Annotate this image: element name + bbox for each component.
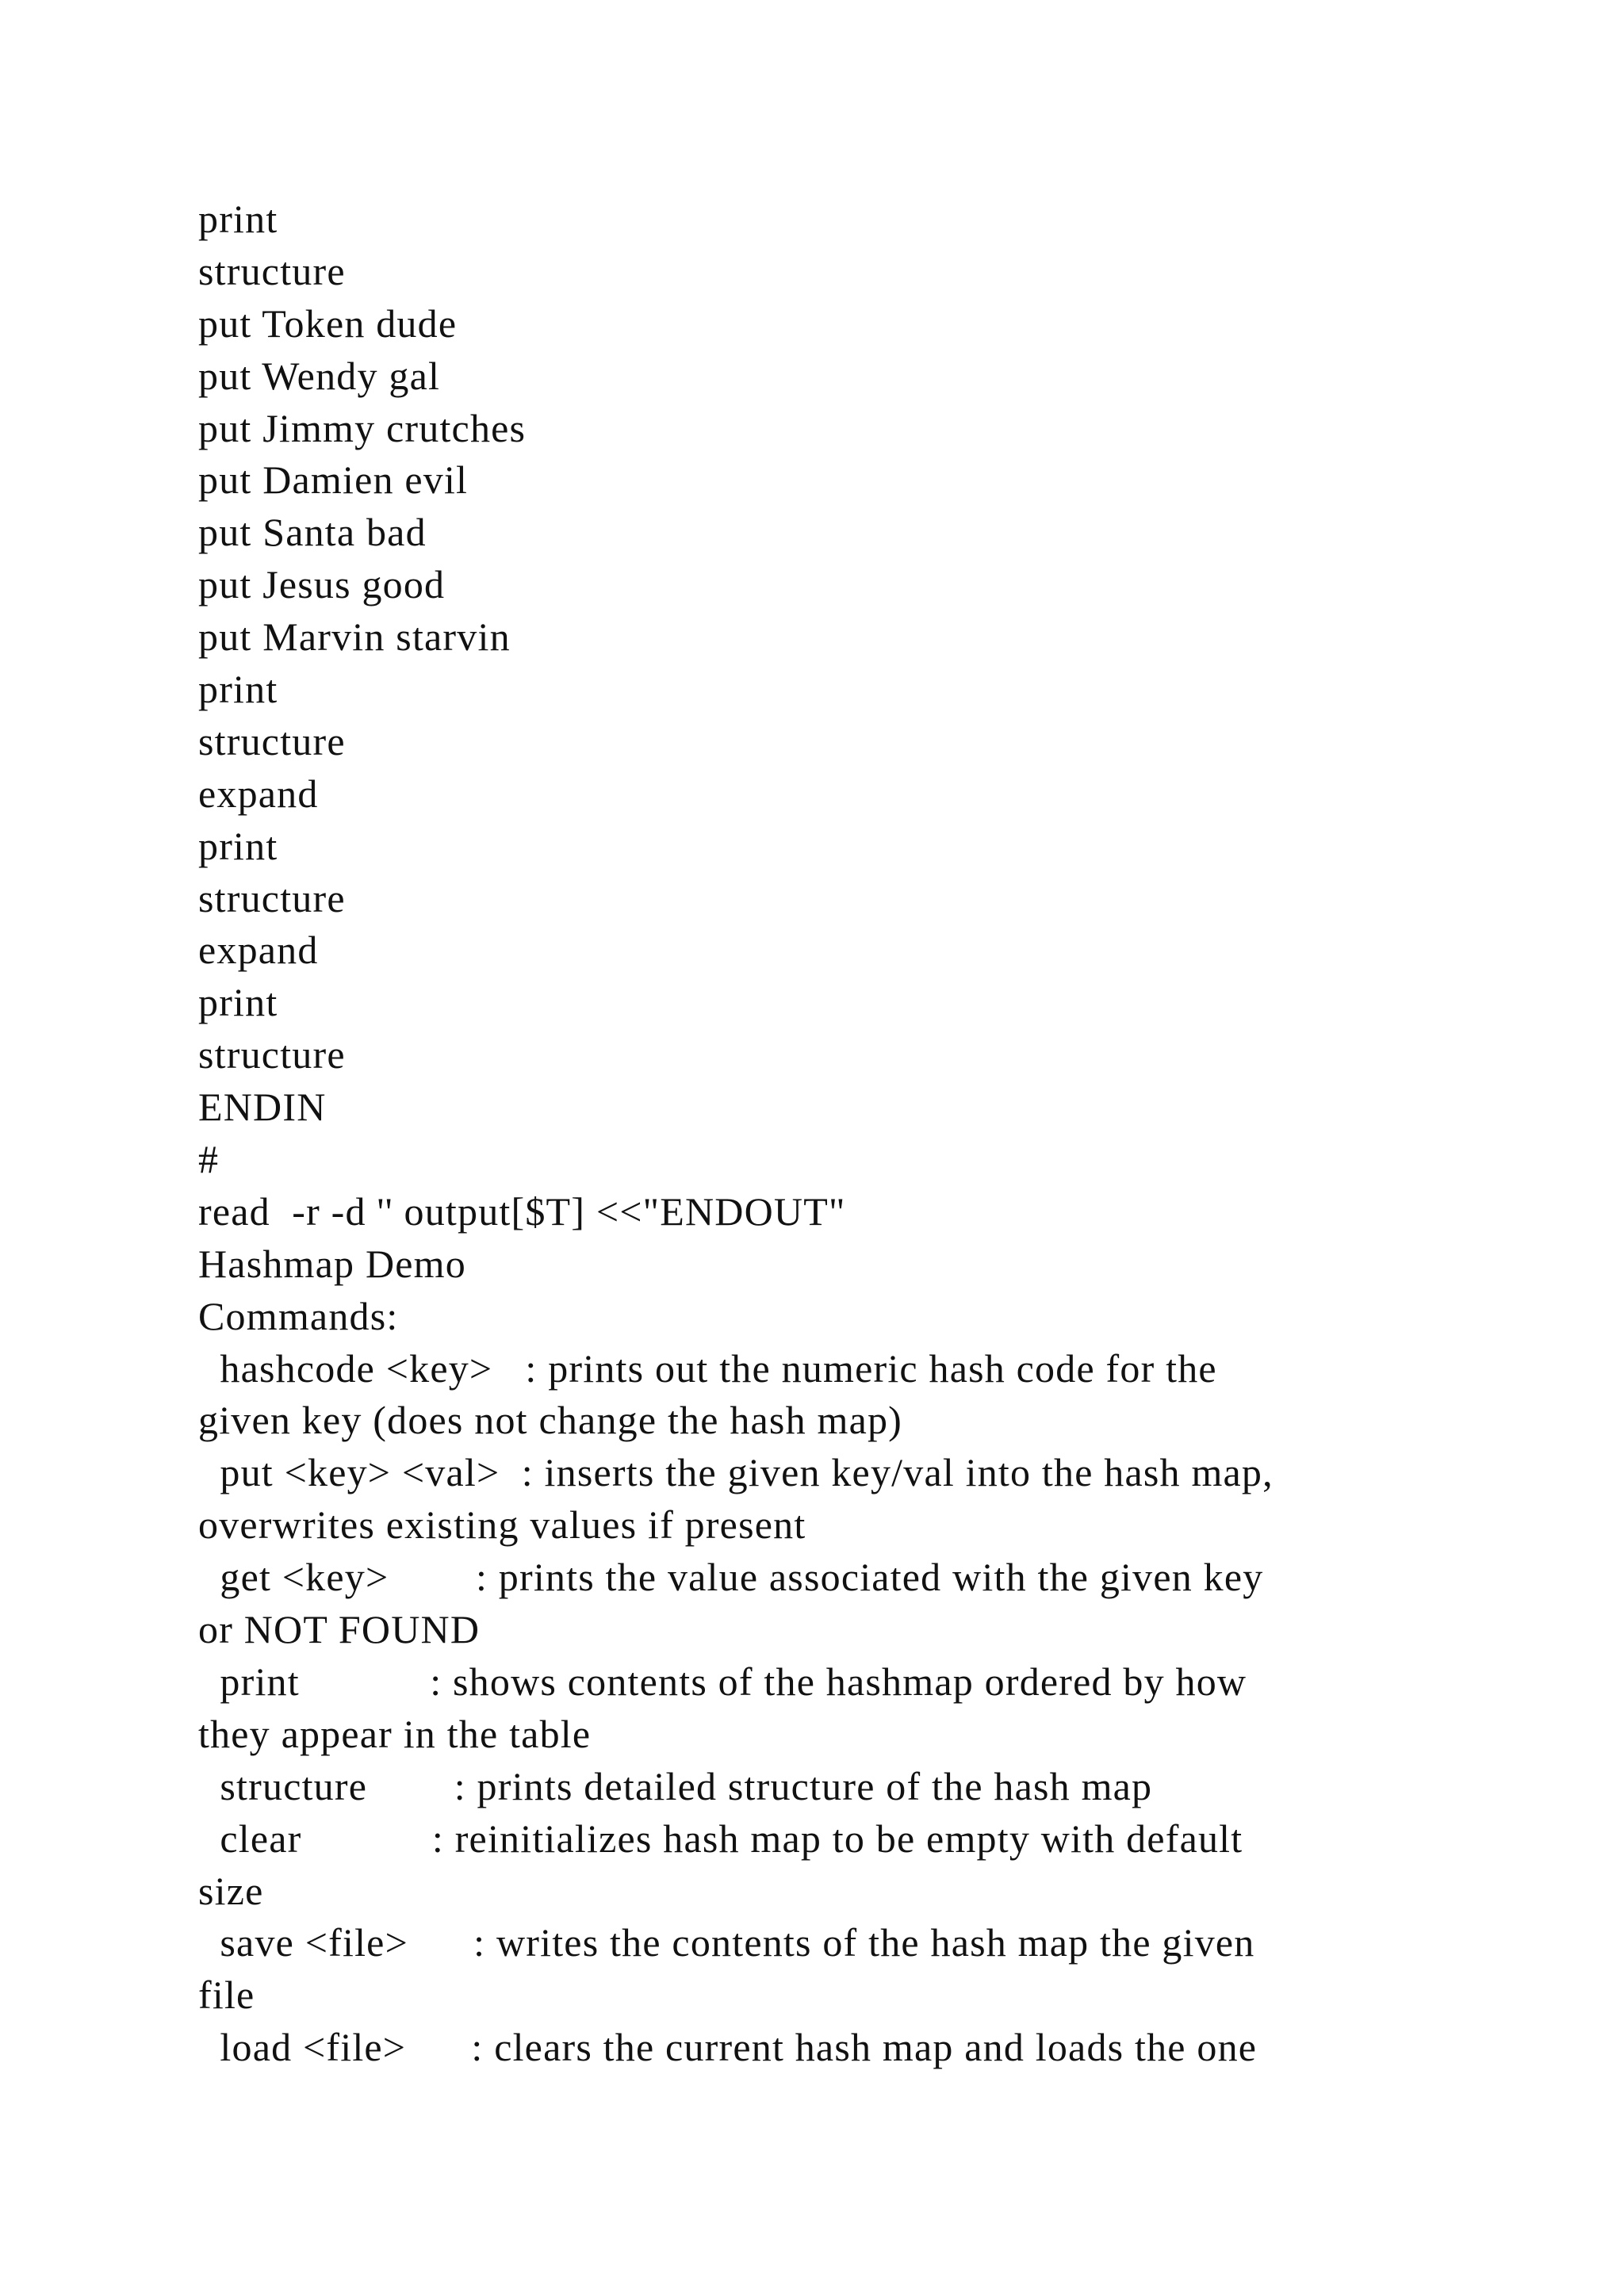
text-line: read -r -d '' output[$T] <<"ENDOUT": [198, 1188, 846, 1234]
text-line: or NOT FOUND: [198, 1607, 481, 1652]
text-line: put Wendy gal: [198, 353, 441, 398]
document-text: [198, 193, 1499, 2074]
text-line: structure: [198, 1032, 346, 1077]
text-line: file: [198, 1973, 255, 2018]
text-line: load <file> : clears the current hash map and loads the one: [198, 2025, 1258, 2070]
text-line: hashcode <key> : prints out the numeric hash code for the: [198, 1345, 1217, 1391]
text-line: save <file> : writes the contents of the hash map the given: [198, 1920, 1255, 1965]
text-line: put Damien evil: [198, 457, 469, 503]
text-line: print: [198, 823, 278, 868]
text-line: ENDIN: [198, 1085, 327, 1130]
text-line: structure: [198, 875, 346, 920]
text-line: structure: [198, 248, 346, 293]
text-line: structure : prints detailed structure of the hash map: [198, 1763, 1153, 1808]
text-line: print: [198, 667, 278, 712]
text-line: structure: [198, 718, 346, 763]
text-line: expand: [198, 928, 319, 973]
text-line: overwrites existing values if present: [198, 1502, 806, 1548]
text-line: put Santa bad: [198, 510, 427, 555]
text-line: given key (does not change the hash map): [198, 1398, 903, 1443]
text-line: put Token dude: [198, 300, 458, 346]
text-line: #: [198, 1137, 220, 1182]
text-line: expand: [198, 771, 319, 816]
text-line: put <key> <val> : inserts the given key/val into the hash map,: [198, 1450, 1274, 1495]
text-line: put Jesus good: [198, 562, 446, 607]
text-line: Commands:: [198, 1293, 399, 1338]
text-line: they appear in the table: [198, 1711, 592, 1756]
text-line: print: [198, 197, 278, 241]
text-line: put Marvin starvin: [198, 614, 511, 660]
text-line: print: [198, 980, 278, 1025]
text-line: size: [198, 1868, 264, 1913]
text-line: Hashmap Demo: [198, 1241, 466, 1286]
text-line: put Jimmy crutches: [198, 405, 527, 450]
text-line: print : shows contents of the hashmap ordered by how: [198, 1659, 1247, 1704]
text-line: clear : reinitializes hash map to be empty with default: [198, 1816, 1243, 1861]
text-line: get <key> : prints the value associated with the given key: [198, 1555, 1264, 1600]
